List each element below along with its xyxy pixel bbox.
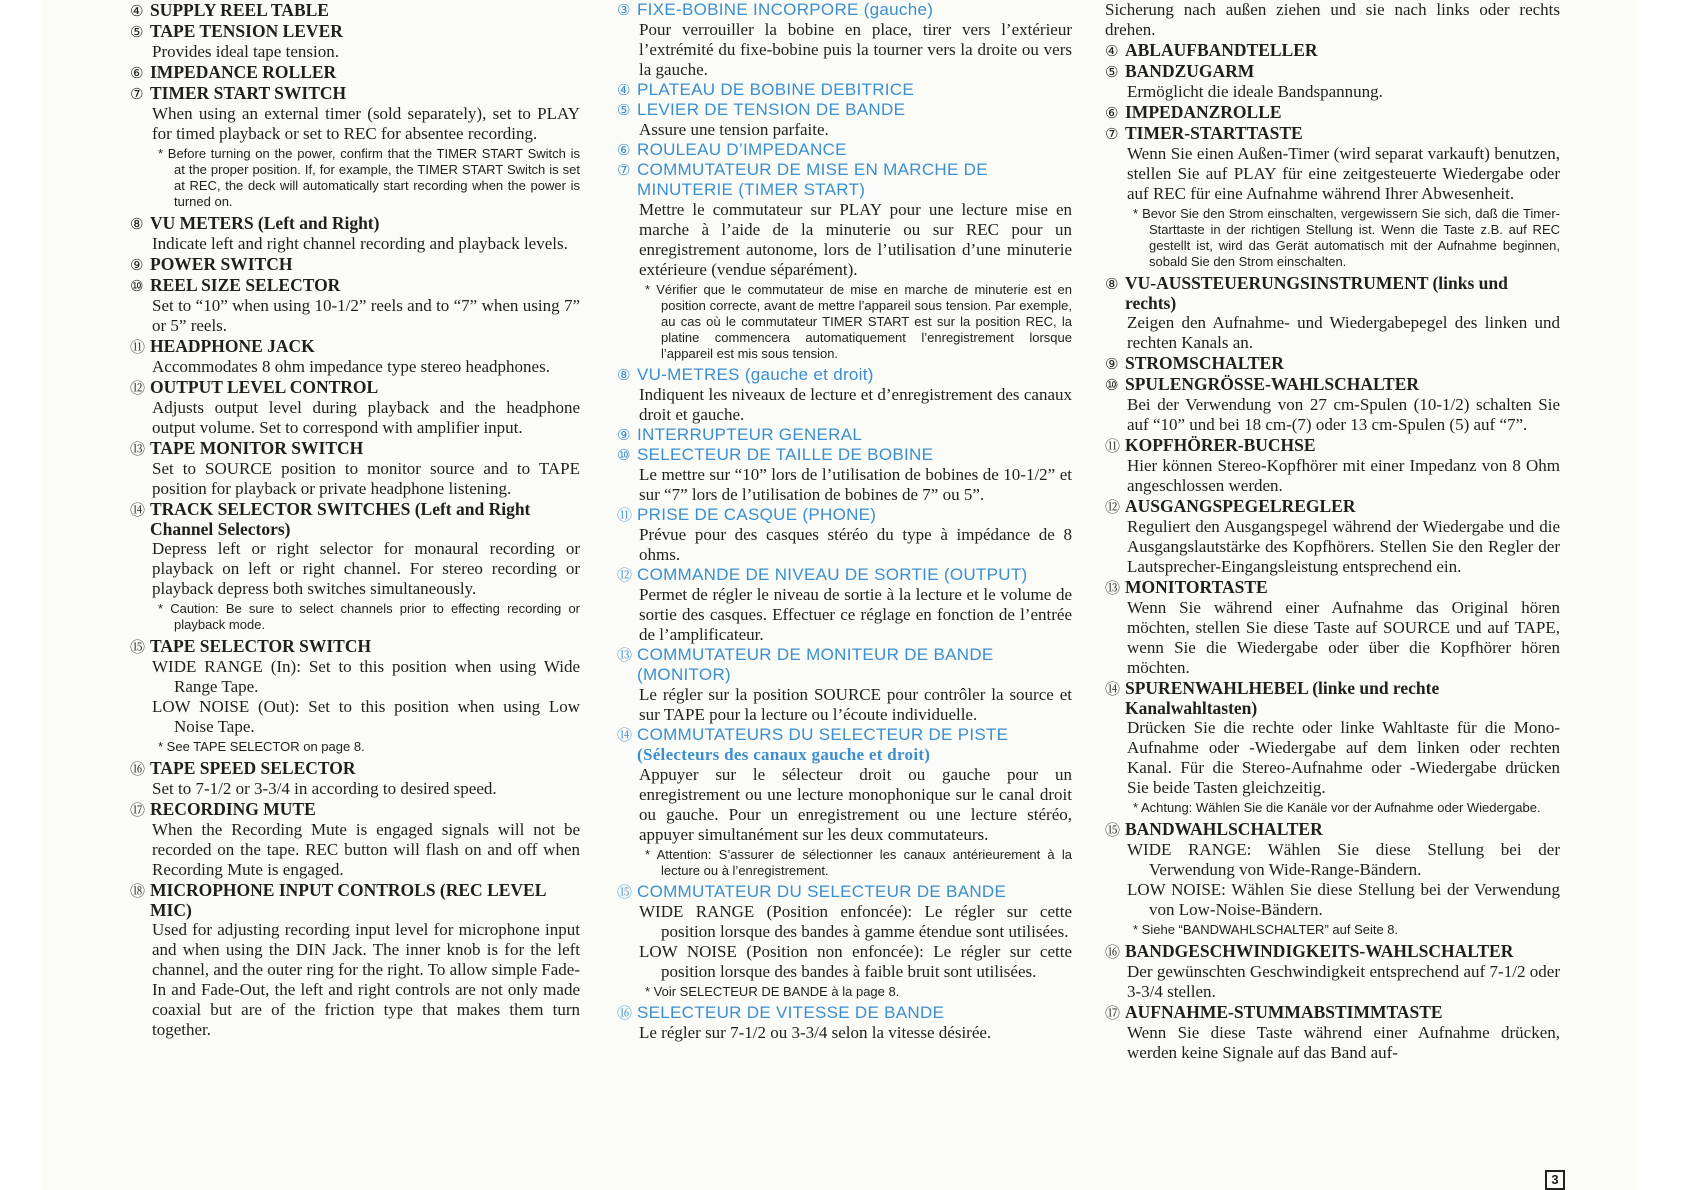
manual-entry	[130, 377, 580, 438]
manual-entry	[1105, 496, 1560, 577]
entry-heading	[617, 100, 1072, 120]
entry-title	[150, 377, 580, 397]
manual-entry	[617, 1003, 1072, 1043]
item-number: ⑨	[1105, 355, 1119, 373]
entry-title	[637, 100, 1072, 120]
entry-title-text: COMMUTATEURS DU SELECTEUR DE PISTE	[637, 725, 1009, 744]
note-text: Vérifier que le commutateur de mise en marche de minuterie est en position correcte, avant de mettre l’appareil sous tension. Par exemple, au cas où le commutateur TIMER START est sur la position REC, la platine commencera automatiquement l’enregistrement lorsque l’appareil est mis sous tension.	[656, 282, 1072, 361]
item-number: ⑥	[1105, 104, 1119, 122]
entry-heading	[130, 0, 580, 21]
manual-entry	[1105, 819, 1560, 938]
english-column	[130, 0, 580, 1040]
entry-description: Le régler sur 7-1/2 ou 3-3/4 selon la vitesse désirée.	[639, 1023, 992, 1042]
entry-title	[637, 505, 1072, 525]
item-number: ⑦	[1105, 125, 1119, 143]
entry-heading	[617, 645, 1072, 685]
manual-entry	[617, 80, 1072, 100]
entry-heading	[617, 0, 1072, 20]
item-number: ④	[617, 81, 631, 99]
entry-title-text: LEVIER DE TENSION DE BANDE	[637, 100, 906, 119]
item-number: ⑮	[1105, 821, 1121, 839]
entry-option: LOW NOISE (Out): Set to this position when using Low Noise Tape.	[152, 697, 580, 736]
entry-title	[637, 425, 1072, 445]
entry-title-text: POWER SWITCH	[150, 254, 293, 274]
item-number: ⑦	[130, 85, 144, 103]
note-bullet: *	[1133, 800, 1141, 815]
entry-title-text: HEADPHONE JACK	[150, 336, 315, 356]
entry-heading	[130, 336, 580, 357]
note-bullet: *	[158, 739, 167, 754]
entry-title-text: COMMANDE DE NIVEAU DE SORTIE (OUTPUT)	[637, 565, 1028, 584]
entry-heading	[1105, 577, 1560, 598]
entry-description: Wenn Sie diese Taste während einer Aufnahme drücken, werden keine Signale auf das Band auf-	[1127, 1023, 1560, 1062]
entry-description: Zeigen den Aufnahme- und Wiedergabepegel des linken und rechten Kanals an.	[1127, 313, 1560, 352]
manual-entry	[1105, 941, 1560, 1002]
item-number: ⑪	[617, 506, 633, 524]
item-number: ⑭	[1105, 680, 1121, 698]
entry-title-text: VU METERS (Left and Right)	[150, 213, 380, 233]
note-text: Siehe “BANDWAHLSCHALTER” auf Seite 8.	[1141, 922, 1399, 937]
entry-title-text: TAPE SPEED SELECTOR	[150, 758, 356, 778]
entry-title-text: SELECTEUR DE VITESSE DE BANDE	[637, 1003, 945, 1022]
item-number: ⑫	[130, 379, 146, 397]
entry-description: Wenn Sie während einer Aufnahme das Original hören möchten, stellen Sie diese Taste auf SOURCE und auf TAPE, wenn Sie die Wiedergabe oder über die Kopfhörer hören möchten.	[1127, 598, 1560, 677]
entry-title	[150, 799, 580, 819]
note-bullet: *	[1133, 206, 1143, 221]
item-number: ⑱	[130, 882, 146, 900]
item-number: ④	[1105, 42, 1119, 60]
entry-heading	[130, 438, 580, 459]
manual-entry	[130, 636, 580, 755]
item-number: ⑬	[617, 646, 633, 664]
entry-title	[637, 140, 1072, 160]
entry-heading	[617, 80, 1072, 100]
entry-title	[637, 645, 1072, 685]
entry-heading	[1105, 40, 1560, 61]
entry-heading	[617, 445, 1072, 465]
entry-title	[1125, 123, 1560, 143]
manual-entry	[130, 254, 580, 275]
item-number: ⑩	[617, 446, 631, 464]
manual-entry	[617, 160, 1072, 362]
entry-heading	[1105, 123, 1560, 144]
item-number: ⑥	[617, 141, 631, 159]
item-number: ⑰	[1105, 1004, 1121, 1022]
entry-title	[1125, 435, 1560, 455]
entry-title-text: OUTPUT LEVEL CONTROL	[150, 377, 379, 397]
entry-heading	[1105, 435, 1560, 456]
manual-entry	[1105, 1002, 1560, 1063]
entry-title	[1125, 61, 1560, 81]
entry-title	[150, 62, 580, 82]
manual-entry	[617, 100, 1072, 140]
entry-title-text: SUPPLY REEL TABLE	[150, 0, 329, 20]
entry-title	[1125, 678, 1560, 718]
item-number: ⑨	[617, 426, 631, 444]
entry-note	[617, 282, 1072, 362]
entry-title	[150, 438, 580, 458]
note-text: Bevor Sie den Strom einschalten, vergewissern Sie sich, daß die Timer-Starttaste in der richtigen Stellung ist. Wenn die Taste z.B. auf REC gestellt ist, wird das Gerät automatisch mit der Aufnahme beginnen, sobald Sie den Strom einschalten.	[1142, 206, 1561, 269]
note-bullet: *	[645, 984, 654, 999]
manual-entry	[617, 0, 1072, 80]
note-bullet: *	[158, 601, 171, 616]
entry-title	[150, 336, 580, 356]
item-number: ⑩	[130, 277, 144, 295]
note-bullet: *	[645, 847, 657, 862]
manual-entry	[1105, 374, 1560, 435]
entry-heading	[130, 62, 580, 83]
item-number: ⑰	[130, 801, 146, 819]
entry-title-text: ROULEAU D’IMPEDANCE	[637, 140, 847, 159]
manual-entry	[130, 880, 580, 1040]
entry-description: When the Recording Mute is engaged signals will not be recorded on the tape. REC button will flash on and off when Recording Mute is engaged.	[152, 820, 580, 879]
entry-heading	[1105, 819, 1560, 840]
entry-title-text: TAPE TENSION LEVER	[150, 21, 343, 41]
entry-title	[1125, 941, 1560, 961]
entry-heading	[1105, 374, 1560, 395]
item-number: ⑤	[130, 23, 144, 41]
entry-title-text: TIMER-STARTTASTE	[1125, 123, 1303, 143]
entry-title-text: VU-AUSSTEUERUNGSINSTRUMENT (links und rechts)	[1125, 273, 1508, 313]
entry-title-text: COMMUTATEUR DE MONITEUR DE BANDE (MONITOR)	[637, 645, 994, 684]
entry-heading	[130, 377, 580, 398]
entry-heading	[1105, 1002, 1560, 1023]
entry-title	[637, 160, 1072, 200]
entry-title-text: PRISE DE CASQUE (PHONE)	[637, 505, 877, 524]
manual-entry	[130, 0, 580, 21]
entry-title-text: TAPE SELECTOR SWITCH	[150, 636, 372, 656]
entry-note	[130, 739, 580, 755]
entry-title-text: AUSGANGSPEGELREGLER	[1125, 496, 1356, 516]
note-text: Before turning on the power, confirm that the TIMER START Switch is at the proper position. If, for example, the TIMER START Switch is set at REC, the deck will automatically start recording when the power is turned on.	[167, 146, 580, 209]
entry-description: Hier können Stereo-Kopfhörer mit einer Impedanz von 8 Ohm angeschlossen werden.	[1127, 456, 1560, 495]
item-number: ⑤	[617, 101, 631, 119]
entry-heading	[130, 213, 580, 234]
note-text: Caution: Be sure to select channels prior to effecting recording or playback mode.	[170, 601, 580, 632]
item-number: ⑭	[130, 501, 146, 519]
manual-entry	[1105, 102, 1560, 123]
manual-entry	[617, 882, 1072, 1000]
entry-heading	[617, 1003, 1072, 1023]
entry-title	[150, 275, 580, 295]
entry-title	[150, 0, 580, 20]
entry-title-text: BANDGESCHWINDIGKEITS-WAHLSCHALTER	[1125, 941, 1514, 961]
entry-title-text: TIMER START SWITCH	[150, 83, 347, 103]
manual-entry	[130, 438, 580, 499]
manual-entry	[1105, 435, 1560, 496]
entry-option: WIDE RANGE (Position enfoncée): Le régler sur cette position lorsque des bandes à gamme étendue sont utilisées.	[639, 902, 1072, 941]
entry-heading	[617, 365, 1072, 385]
item-number: ⑫	[1105, 498, 1121, 516]
entry-title	[637, 1003, 1072, 1023]
item-number: ④	[130, 2, 144, 20]
entry-title	[637, 445, 1072, 465]
item-number: ⑯	[617, 1004, 633, 1022]
entry-title-text: COMMUTATEUR DE MISE EN MARCHE DE MINUTERIE (TIMER START)	[637, 160, 988, 199]
entry-description: Indicate left and right channel recording and playback levels.	[152, 234, 568, 253]
entry-heading	[617, 140, 1072, 160]
entry-title	[637, 725, 1072, 765]
entry-title-text: IMPEDANZROLLE	[1125, 102, 1282, 122]
manual-entry	[130, 336, 580, 377]
manual-entry	[617, 505, 1072, 565]
entry-title	[1125, 353, 1560, 373]
manual-entry	[617, 565, 1072, 645]
entry-description: Le régler sur la position SOURCE pour contrôler la source et sur TAPE pour la lecture ou l’écoute individuelle.	[639, 685, 1072, 724]
entry-title	[150, 880, 580, 920]
entry-note	[617, 847, 1072, 879]
item-number: ⑯	[1105, 943, 1121, 961]
entry-heading	[130, 499, 580, 539]
manual-entry	[130, 758, 580, 799]
entry-heading	[1105, 941, 1560, 962]
entry-heading	[130, 758, 580, 779]
entry-heading	[1105, 102, 1560, 123]
note-bullet: *	[645, 282, 657, 297]
item-number: ⑪	[1105, 437, 1121, 455]
entry-title-text: INTERRUPTEUR GENERAL	[637, 425, 863, 444]
entry-heading	[1105, 273, 1560, 313]
entry-heading	[1105, 61, 1560, 82]
manual-entry	[1105, 123, 1560, 270]
entry-note	[130, 601, 580, 633]
entry-heading	[617, 160, 1072, 200]
entry-title	[1125, 40, 1560, 60]
entry-heading	[1105, 496, 1560, 517]
item-number: ⑮	[617, 883, 633, 901]
entry-description: Ermöglicht die ideale Bandspannung.	[1127, 82, 1383, 101]
entry-description: Assure une tension parfaite.	[639, 120, 829, 139]
entry-description: Drücken Sie die rechte oder linke Wahltaste für die Mono-Aufnahme oder -Wiedergabe auf dem linken oder rechten Kanal. Für die Stereo-Aufnahme oder -Wiedergabe drücken Sie beide Tasten gleichzeitig.	[1127, 718, 1560, 797]
entry-description: Permet de régler le niveau de sortie à la lecture et le volume de sortie des casques. Effectuer ce réglage en fonction de l’entrée de l’amplificateur.	[639, 585, 1072, 644]
entry-note	[1105, 206, 1560, 270]
item-number: ⑫	[617, 566, 633, 584]
entry-title	[1125, 273, 1560, 313]
entry-option: WIDE RANGE (In): Set to this position when using Wide Range Tape.	[152, 657, 580, 696]
entry-description: Pour verrouiller la bobine en place, tirer vers l’extérieur l’extrémité du fixe-bobine puis la tourner vers la droite ou vers la gauche.	[639, 20, 1072, 79]
manual-entry	[1105, 353, 1560, 374]
entry-title	[1125, 102, 1560, 122]
entry-heading	[617, 725, 1072, 765]
entry-title-text: FIXE-BOBINE INCORPORE (gauche)	[637, 0, 934, 19]
entry-description: Set to SOURCE position to monitor source and to TAPE position for playback or private headphone listening.	[152, 459, 580, 498]
manual-entry	[1105, 61, 1560, 102]
entry-title-text: IMPEDANCE ROLLER	[150, 62, 337, 82]
manual-entry	[130, 799, 580, 880]
manual-entry	[1105, 40, 1560, 61]
entry-title	[150, 499, 580, 539]
item-number: ⑪	[130, 338, 146, 356]
entry-heading	[130, 83, 580, 104]
manual-entry	[617, 140, 1072, 160]
entry-description: Prévue pour des casques stéréo du type à impédance de 8 ohms.	[639, 525, 1072, 564]
entry-description: Adjusts output level during playback and the headphone output volume. Set to correspond with amplifier input.	[152, 398, 580, 437]
item-number: ⑩	[1105, 376, 1119, 394]
entry-description: Bei der Verwendung von 27 cm-Spulen (10-1/2) schalten Sie auf “10” und bei 18 cm-(7) oder 13 cm-Spulen (5) auf “7”.	[1127, 395, 1560, 434]
entry-heading	[1105, 678, 1560, 718]
entry-title	[637, 882, 1072, 902]
note-bullet: *	[1133, 922, 1142, 937]
item-number: ⑨	[130, 256, 144, 274]
entry-description: Provides ideal tape tension.	[152, 42, 339, 61]
manual-entry	[617, 365, 1072, 425]
manual-entry	[617, 445, 1072, 505]
entry-heading	[130, 275, 580, 296]
entry-title-text: MICROPHONE INPUT CONTROLS (REC LEVEL MIC)	[150, 880, 546, 920]
entry-title	[1125, 577, 1560, 597]
entry-heading	[130, 636, 580, 657]
entry-title-text: SELECTEUR DE TAILLE DE BOBINE	[637, 445, 934, 464]
item-number: ⑯	[130, 760, 146, 778]
manual-entry	[130, 213, 580, 254]
note-text: Voir SELECTEUR DE BANDE à la page 8.	[653, 984, 900, 999]
item-number: ③	[617, 1, 631, 19]
entry-title	[1125, 819, 1560, 839]
entry-title	[150, 21, 580, 41]
entry-description: When using an external timer (sold separately), set to PLAY for timed playback or set to REC for absentee recording.	[152, 104, 580, 143]
entry-title	[150, 636, 580, 656]
entry-option: LOW NOISE: Wählen Sie diese Stellung bei der Verwendung von Low-Noise-Bändern.	[1127, 880, 1560, 919]
note-bullet: *	[158, 146, 168, 161]
manual-entry	[130, 21, 580, 62]
manual-entry	[1105, 273, 1560, 353]
item-number: ⑧	[617, 366, 631, 384]
entry-title	[150, 758, 580, 778]
entry-note	[130, 146, 580, 210]
entry-note	[617, 984, 1072, 1000]
entry-description: Used for adjusting recording input level for microphone input and when using the DIN Jack. The inner knob is for the left channel, and the outer ring for the right. To allow simple Fade-In and Fade-Out, the left and right controls are not only made coaxial but are of the friction type that makes them turn together.	[152, 920, 580, 1039]
entry-heading	[1105, 353, 1560, 374]
manual-entry	[130, 275, 580, 336]
entry-title	[637, 80, 1072, 100]
entry-description: Reguliert den Ausgangspegel während der Wiedergabe und die Ausgangslautstärke des Kopfhörers. Stellen Sie den Regler der Lautsprecher-Eingangsleistung entsprechend ein.	[1127, 517, 1560, 576]
item-number: ⑥	[130, 64, 144, 82]
entry-description: Indiquent les niveaux de lecture et d’enregistrement des canaux droit et gauche.	[639, 385, 1072, 424]
entry-title-text: AUFNAHME-STUMMABSTIMMTASTE	[1125, 1002, 1443, 1022]
german-column	[1105, 0, 1560, 1063]
note-text: Achtung: Wählen Sie die Kanäle vor der Aufnahme oder Wiedergabe.	[1140, 800, 1541, 815]
entry-heading	[617, 565, 1072, 585]
entry-description: Set to 7-1/2 or 3-3/4 in according to desired speed.	[152, 779, 497, 798]
entry-title	[1125, 1002, 1560, 1022]
entry-title-text: PLATEAU DE BOBINE DEBITRICE	[637, 80, 915, 99]
entry-heading	[130, 21, 580, 42]
entry-title	[637, 0, 1072, 20]
page-number: 3	[1545, 1170, 1565, 1190]
entry-title-text: STROMSCHALTER	[1125, 353, 1284, 373]
entry-title	[150, 254, 580, 274]
entry-title-text: RECORDING MUTE	[150, 799, 316, 819]
entry-heading	[617, 505, 1072, 525]
entry-description: Depress left or right selector for monaural recording or playback on left or right channel. For stereo recording or playback depress both switches simultaneously.	[152, 539, 580, 598]
item-number: ⑤	[1105, 63, 1119, 81]
entry-title-text: BANDZUGARM	[1125, 61, 1255, 81]
entry-title-text: KOPFHÖRER-BUCHSE	[1125, 435, 1316, 455]
entry-title-text: MONITORTASTE	[1125, 577, 1268, 597]
french-column	[617, 0, 1072, 1043]
entry-heading	[130, 880, 580, 920]
entry-description: Set to “10” when using 10-1/2” reels and to “7” when using 7” or 5” reels.	[152, 296, 580, 335]
manual-entry	[130, 499, 580, 633]
entry-title-text: BANDWAHLSCHALTER	[1125, 819, 1323, 839]
entry-title	[150, 213, 580, 233]
german-lead-text: Sicherung nach außen ziehen und sie nach links oder rechts drehen.	[1105, 0, 1560, 39]
manual-entry	[617, 645, 1072, 725]
entry-title-text: SPURENWAHLHEBEL (linke und rechte Kanalwahltasten)	[1125, 678, 1440, 718]
entry-title	[1125, 374, 1560, 394]
entry-option: LOW NOISE (Position non enfoncée): Le régler sur cette position lorsque des bandes à faible bruit sont utilisées.	[639, 942, 1072, 981]
item-number: ⑭	[617, 726, 633, 744]
entry-description: Accommodates 8 ohm impedance type stereo headphones.	[152, 357, 550, 376]
item-number: ⑬	[1105, 579, 1121, 597]
manual-entry	[130, 62, 580, 83]
item-number: ⑮	[130, 638, 146, 656]
manual-entry	[1105, 678, 1560, 816]
note-text: See TAPE SELECTOR on page 8.	[166, 739, 365, 754]
entry-title-text: REEL SIZE SELECTOR	[150, 275, 341, 295]
item-number: ⑦	[617, 161, 631, 179]
entry-heading	[130, 254, 580, 275]
entry-option: WIDE RANGE: Wählen Sie diese Stellung bei der Verwendung von Wide-Range-Bändern.	[1127, 840, 1560, 879]
item-number: ⑧	[130, 215, 144, 233]
entry-title-text: ABLAUFBANDTELLER	[1125, 40, 1318, 60]
entry-title	[637, 365, 1072, 385]
entry-description: Der gewünschten Geschwindigkeit entsprechend auf 7-1/2 oder 3-3/4 stellen.	[1127, 962, 1560, 1001]
entry-subtitle: (Sélecteurs des canaux gauche et droit)	[637, 745, 931, 764]
entry-title-text: VU-METRES (gauche et droit)	[637, 365, 874, 384]
manual-entry	[130, 83, 580, 210]
entry-title-text: TAPE MONITOR SWITCH	[150, 438, 364, 458]
entry-title-text: COMMUTATEUR DU SELECTEUR DE BANDE	[637, 882, 1007, 901]
entry-description: Mettre le commutateur sur PLAY pour une lecture mise en marche à l’aide de la minuterie ou sur REC pour un enregistrement autonome, lors de l’utilisation d’une minuterie extérieure (vendue séparément).	[639, 200, 1072, 279]
item-number: ⑧	[1105, 275, 1119, 293]
entry-title	[1125, 496, 1560, 516]
entry-note	[1105, 922, 1560, 938]
entry-title-text: SPULENGRÖSSE-WAHLSCHALTER	[1125, 374, 1420, 394]
entry-heading	[617, 425, 1072, 445]
entry-heading	[617, 882, 1072, 902]
manual-entry	[617, 725, 1072, 879]
entry-title	[637, 565, 1072, 585]
entry-note	[1105, 800, 1560, 816]
note-text: Attention: S’assurer de sélectionner les canaux antérieurement à la lecture ou à l’enregistrement.	[656, 847, 1072, 878]
entry-title	[150, 83, 580, 103]
entry-title-text: TRACK SELECTOR SWITCHES (Left and Right Channel Selectors)	[150, 499, 531, 539]
entry-heading	[130, 799, 580, 820]
entry-description: Le mettre sur “10” lors de l’utilisation de bobines de 10-1/2” et sur “7” lors de l’utilisation de bobines de 7” ou 5”.	[639, 465, 1072, 504]
manual-entry	[617, 425, 1072, 445]
entry-description: Appuyer sur le sélecteur droit ou gauche pour un enregistrement ou une lecture monophonique sur le canal droit ou gauche. Pour un enregistrement ou une lecture stéréo, appuyer simultanément sur les deux commutateurs.	[639, 765, 1072, 844]
item-number: ⑬	[130, 440, 146, 458]
manual-entry	[1105, 577, 1560, 678]
entry-description: Wenn Sie einen Außen-Timer (wird separat varkauft) benutzen, stellen Sie auf PLAY für eine zeitgesteuerte Wiedergabe oder auf REC für eine Aufnahme während Ihrer Abwesenheit.	[1127, 144, 1560, 203]
